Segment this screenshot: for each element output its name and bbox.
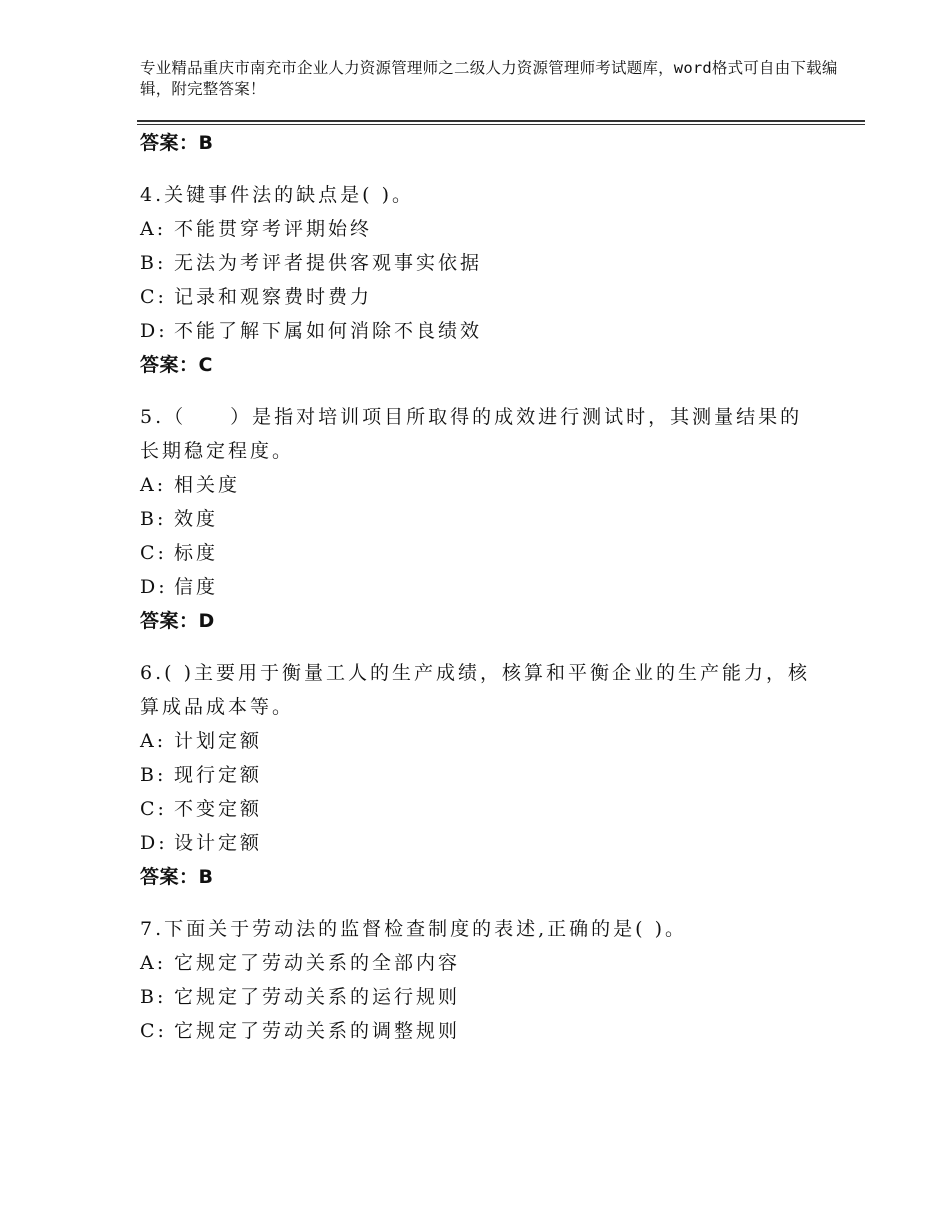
option-b <box>140 502 820 536</box>
document-header: 专业精品重庆市南充市企业人力资源管理师之二级人力资源管理师考试题库，word格式可自由下载编辑，附完整答案！ <box>140 59 838 98</box>
option-text: 标度 <box>174 542 219 564</box>
option-c <box>140 536 820 570</box>
question-stem: 6.( )主要用于衡量工人的生产成绩，核算和平衡企业的生产能力，核算成品成本等。 <box>140 662 810 718</box>
option-letter: D: <box>140 832 168 854</box>
answer-line: 答案：B <box>140 866 214 888</box>
option-letter: C: <box>140 286 167 308</box>
option-text: 它规定了劳动关系的调整规则 <box>174 1020 461 1042</box>
option-letter: B: <box>140 508 167 530</box>
question-6 <box>140 656 820 894</box>
option-text: 记录和观察费时费力 <box>174 286 373 308</box>
option-a <box>140 212 820 246</box>
option-letter: B: <box>140 252 167 274</box>
option-d <box>140 826 820 860</box>
question-4 <box>140 178 820 382</box>
option-text: 效度 <box>174 508 219 530</box>
option-text: 不能了解下属如何消除不良绩效 <box>174 320 483 342</box>
option-letter: A: <box>140 218 167 240</box>
question-stem: 5.（ ）是指对培训项目所取得的成效进行测试时，其测量结果的长期稳定程度。 <box>140 406 803 462</box>
option-text: 它规定了劳动关系的运行规则 <box>174 986 461 1008</box>
option-letter: A: <box>140 952 167 974</box>
option-text: 设计定额 <box>174 832 263 854</box>
option-d <box>140 570 820 604</box>
option-b <box>140 758 820 792</box>
option-letter: A: <box>140 730 167 752</box>
option-a <box>140 724 820 758</box>
question-5 <box>140 400 820 638</box>
option-b <box>140 980 820 1014</box>
option-b <box>140 246 820 280</box>
question-stem: 4.关键事件法的缺点是( )。 <box>140 184 414 206</box>
option-letter: A: <box>140 474 167 496</box>
option-c <box>140 280 820 314</box>
question-stem: 7.下面关于劳动法的监督检查制度的表述,正确的是( )。 <box>140 918 688 940</box>
option-letter: B: <box>140 764 167 786</box>
option-letter: D: <box>140 320 168 342</box>
question-7 <box>140 912 820 1048</box>
option-d <box>140 314 820 348</box>
option-c <box>140 1014 820 1048</box>
option-text: 它规定了劳动关系的全部内容 <box>174 952 461 974</box>
option-letter: C: <box>140 1020 167 1042</box>
option-text: 现行定额 <box>174 764 263 786</box>
question-list <box>140 126 820 1066</box>
option-text: 相关度 <box>174 474 241 496</box>
option-text: 无法为考评者提供客观事实依据 <box>174 252 483 274</box>
option-letter: D: <box>140 576 168 598</box>
option-text: 不变定额 <box>174 798 263 820</box>
answer-line: 答案：B <box>140 132 214 154</box>
option-text: 计划定额 <box>174 730 263 752</box>
option-letter: C: <box>140 798 167 820</box>
answer-line: 答案：D <box>140 610 215 632</box>
answer-line: 答案：C <box>140 354 213 376</box>
option-letter: C: <box>140 542 167 564</box>
option-text: 不能贯穿考评期始终 <box>174 218 373 240</box>
option-c <box>140 792 820 826</box>
option-letter: B: <box>140 986 167 1008</box>
option-a <box>140 468 820 502</box>
option-text: 信度 <box>174 576 219 598</box>
option-a <box>140 946 820 980</box>
